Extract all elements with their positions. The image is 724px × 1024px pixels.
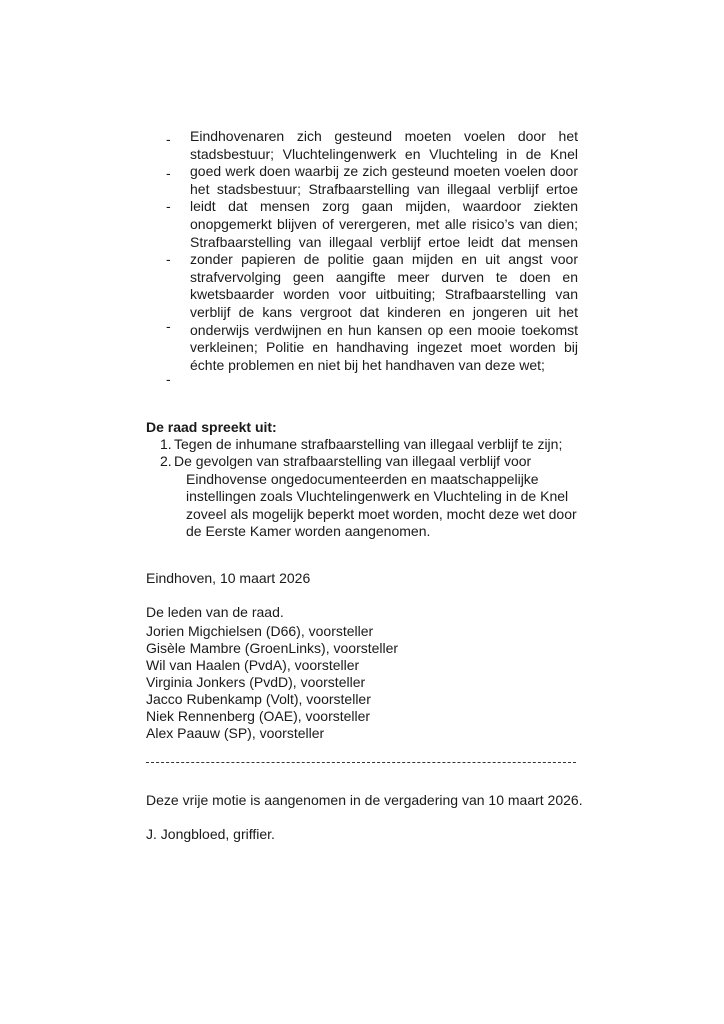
resolution-list [160,436,580,540]
resolution-heading: De raad spreekt uit: [146,419,277,435]
item-text: De gevolgen van strafbaarstelling van illegaal verblijf voor [174,453,532,470]
dashed-separator [146,762,576,763]
adopted-statement: Deze vrije motie is aangenomen in de vergadering van 10 maart 2026. [146,792,583,808]
signatory: Niek Rennenberg (OAE), voorsteller [146,708,371,724]
signatory: Alex Paauw (SP), voorsteller [146,725,325,741]
members-label: De leden van de raad. [146,604,284,620]
clerk-signature: J. Jongbloed, griffier. [146,826,275,842]
bullet-marker: - [166,198,171,214]
item-number: 2. [160,453,172,470]
place-date: Eindhoven, 10 maart 2026 [146,570,311,586]
bullet-marker: - [166,251,171,267]
signatory: Jacco Rubenkamp (Volt), voorsteller [146,691,371,707]
signatory: Jorien Migchielsen (D66), voorsteller [146,623,374,639]
signatory: Gisèle Mambre (GroenLinks), voorsteller [146,640,399,656]
bullet-marker: - [166,371,171,387]
bullet-marker: - [166,318,171,334]
signatory: Wil van Haalen (PvdA), voorsteller [146,657,360,673]
item-text-continuation: Eindhovense ongedocumenteerden en maatschappelijke instellingen zoals Vluchtelingenwerk en Vluchteling in de Knel zoveel als mogelijk beperkt moet worden, mocht deze wet door de Eerste Kamer worden aangenomen. [186,470,577,540]
resolution-item [160,453,580,540]
bullet-marker: - [166,165,171,181]
item-number: 1. [160,436,172,452]
resolution-item [160,436,580,453]
item-text: Tegen de inhumane strafbaarstelling van illegaal verblijf te zijn; [174,436,563,452]
signatory: Virginia Jonkers (PvdD), voorsteller [146,674,366,690]
bullet-marker: - [166,131,171,147]
considerations-paragraph: Eindhovenaren zich gesteund moeten voelen door het stadsbestuur; Vluchtelingenwerk en Vluchteling in de Knel goed werk doen waarbij ze zich gesteund moeten voelen door het stadsbestuur; Strafbaarstelling van illegaal verblijf ertoe leidt dat mensen zorg gaan mijden, waardoor ziekten onopgemerkt blijven of verergeren, met alle risico’s van dien; Strafbaarstelling van illegaal verblijf ertoe leidt dat mensen zonder papieren de politie gaan mijden en uit angst voor strafvervolging geen aangifte meer durven te doen en kwetsbaarder worden voor uitbuiting; Strafbaarstelling van verblijf de kans vergroot dat kinderen en jongeren uit het onderwijs verdwijnen en hun kansen op een mooie toekomst verkleinen; Politie en handhaving ingezet moet worden bij échte problemen en niet bij het handhaven van deze wet; [190,128,578,373]
